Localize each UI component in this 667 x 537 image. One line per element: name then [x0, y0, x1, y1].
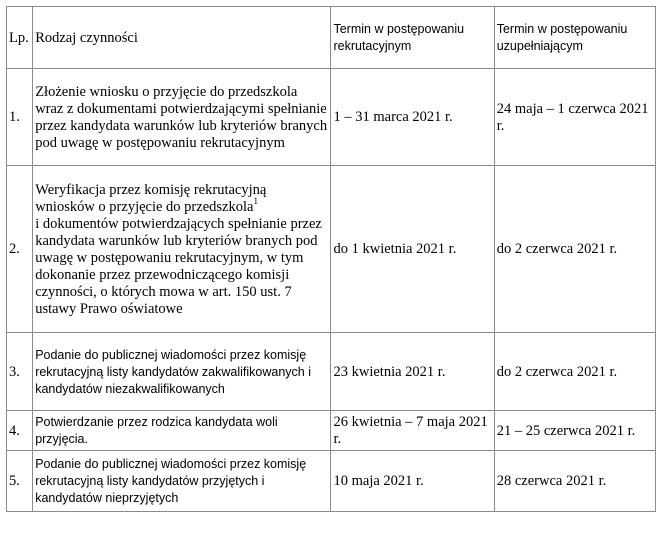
table-row [7, 333, 656, 411]
supplementary-deadline-cell: 28 czerwca 2021 r. [494, 451, 655, 512]
activity-cell: Podanie do publicznej wiadomości przez komisję rekrutacyjną listy kandydatów przyjętych i kandydatów nieprzyjętych [33, 451, 331, 512]
row-number: 5. [7, 451, 33, 512]
table-row [7, 451, 656, 512]
recruitment-schedule-table [6, 6, 656, 512]
header-row [7, 7, 656, 69]
header-recruitment-deadline: Termin w postępowaniu rekrutacyjnym [331, 7, 494, 69]
recruitment-deadline-cell: 1 – 31 marca 2021 r. [331, 69, 494, 166]
header-activity: Rodzaj czynności [33, 7, 331, 69]
supplementary-deadline-cell: 21 – 25 czerwca 2021 r. [494, 411, 655, 451]
activity-cell: Złożenie wniosku o przyjęcie do przedszkola wraz z dokumentami potwierdzającymi spełnianie przez kandydata warunków lub kryteriów branych pod uwagę w postępowaniu rekrutacyjnym [33, 69, 331, 166]
row-number: 3. [7, 333, 33, 411]
header-lp: Lp. [7, 7, 33, 69]
activity-cell [33, 166, 331, 333]
footnote-marker: 1 [253, 195, 258, 206]
recruitment-deadline-cell: 26 kwietnia – 7 maja 2021 r. [331, 411, 494, 451]
activity-cell: Potwierdzanie przez rodzica kandydata woli przyjęcia. [33, 411, 331, 451]
row-number: 2. [7, 166, 33, 333]
activity-cell: Podanie do publicznej wiadomości przez komisję rekrutacyjną listy kandydatów zakwalifikowanych i kandydatów niezakwalifikowanych [33, 333, 331, 411]
header-supplementary-deadline: Termin w postępowaniu uzupełniającym [494, 7, 655, 69]
row-number: 4. [7, 411, 33, 451]
recruitment-deadline-cell: 10 maja 2021 r. [331, 451, 494, 512]
table-row [7, 411, 656, 451]
recruitment-deadline-cell: do 1 kwietnia 2021 r. [331, 166, 494, 333]
recruitment-deadline-cell: 23 kwietnia 2021 r. [331, 333, 494, 411]
table-row [7, 69, 656, 166]
activity-text-part-2: i dokumentów potwierdzających spełnianie przez kandydata warunków lub kryteriów branych pod uwagę w postępowaniu rekrutacyjnym, w tym dokonanie przez przewodniczącego komisji czynności, o których mowa w art. 150 ust. 7 ustawy Prawo oświatowe [35, 215, 322, 317]
activity-text-part-1: Weryfikacja przez komisję rekrutacyjną wniosków o przyjęcie do przedszkola [35, 181, 267, 215]
supplementary-deadline-cell: do 2 czerwca 2021 r. [494, 333, 655, 411]
row-number: 1. [7, 69, 33, 166]
supplementary-deadline-cell: 24 maja – 1 czerwca 2021 r. [494, 69, 655, 166]
supplementary-deadline-cell: do 2 czerwca 2021 r. [494, 166, 655, 333]
table-row [7, 166, 656, 333]
